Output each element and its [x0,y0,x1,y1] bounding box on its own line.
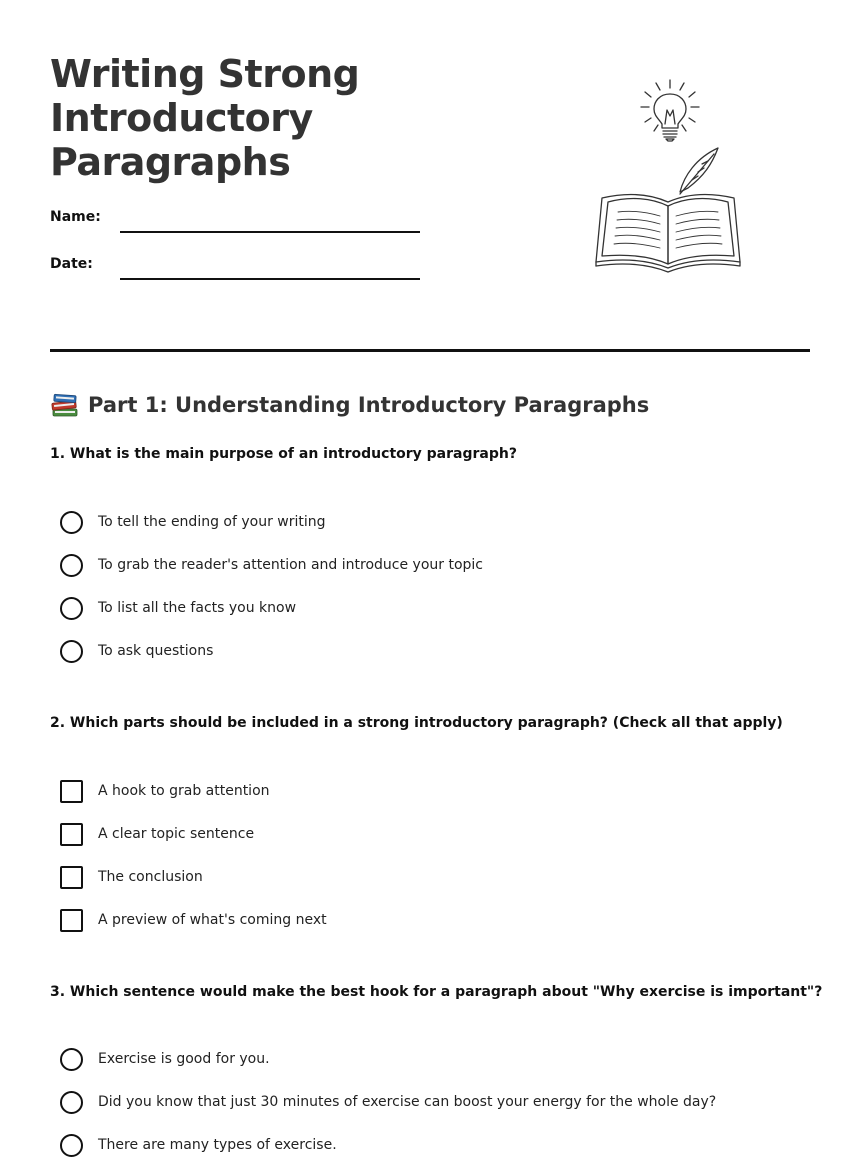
date-field-row [50,253,430,283]
header-divider [50,349,810,352]
option-label: A hook to grab attention [98,783,270,799]
q1-option-4[interactable] [60,638,213,664]
q2-option-3[interactable] [60,864,203,890]
radio-button[interactable] [60,1048,83,1071]
question-3: 3. Which sentence would make the best hook for a paragraph about "Why exercise is important"? [50,984,823,1000]
radio-button[interactable] [60,640,83,663]
q1-option-1[interactable] [60,509,326,535]
question-1: 1. What is the main purpose of an introductory paragraph? [50,446,517,462]
option-label: There are many types of exercise. [98,1137,337,1153]
book-lightbulb-illustration [588,76,748,276]
checkbox[interactable] [60,866,83,889]
option-label: The conclusion [98,869,203,885]
question-2: 2. Which parts should be included in a strong introductory paragraph? (Check all that apply) [50,715,783,731]
part-1-heading-text: Part 1: Understanding Introductory Paragraphs [88,393,650,417]
checkbox[interactable] [60,909,83,932]
quill-icon [680,148,718,194]
q2-option-2[interactable] [60,821,254,847]
option-label: Did you know that just 30 minutes of exercise can boost your energy for the whole day? [98,1094,717,1110]
lightbulb-icon [641,80,699,141]
radio-button[interactable] [60,597,83,620]
page-title: Writing Strong Introductory Paragraphs [50,52,360,184]
option-label: To list all the facts you know [98,600,297,616]
name-label: Name: [50,209,101,225]
option-label: To grab the reader's attention and introduce your topic [98,557,484,573]
radio-button[interactable] [60,554,83,577]
option-label: A preview of what's coming next [98,912,327,928]
q3-option-3[interactable] [60,1132,337,1158]
option-label: To tell the ending of your writing [98,514,326,530]
name-input-line[interactable] [120,231,420,233]
q2-option-1[interactable] [60,778,270,804]
open-book-icon [596,195,740,272]
q1-option-2[interactable] [60,552,483,578]
checkbox[interactable] [60,780,83,803]
checkbox[interactable] [60,823,83,846]
option-label: To ask questions [98,643,214,659]
name-field-row [50,206,430,236]
q2-option-4[interactable] [60,907,327,933]
q3-option-1[interactable] [60,1046,270,1072]
date-label: Date: [50,256,93,272]
q3-option-2[interactable] [60,1089,716,1115]
books-icon [50,392,80,418]
radio-button[interactable] [60,1091,83,1114]
option-label: Exercise is good for you. [98,1051,270,1067]
q1-option-3[interactable] [60,595,296,621]
part-1-heading [50,390,649,420]
date-input-line[interactable] [120,278,420,280]
radio-button[interactable] [60,1134,83,1157]
option-label: A clear topic sentence [98,826,255,842]
radio-button[interactable] [60,511,83,534]
